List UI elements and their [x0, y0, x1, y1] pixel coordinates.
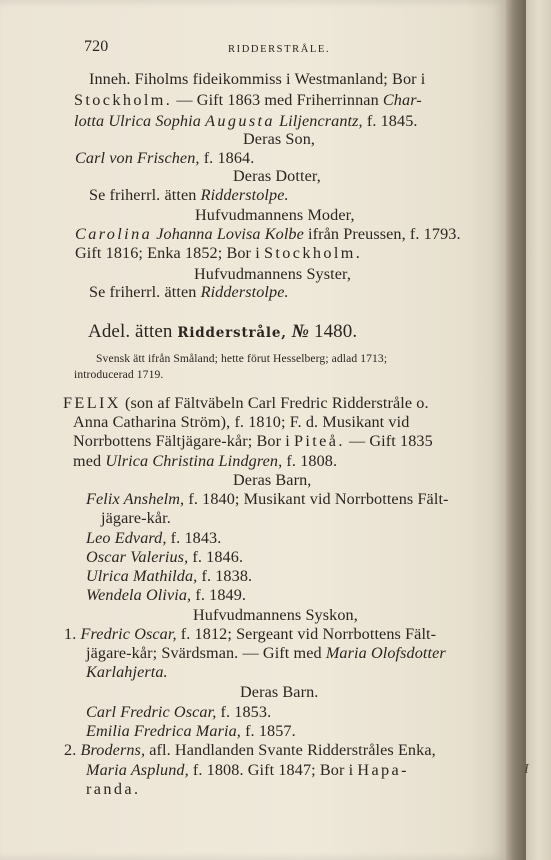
text-line: 2. Broderns, afl. Handlanden Svante Ridderstråles Enka, — [64, 741, 436, 759]
text-line: Deras Barn. — [240, 683, 319, 701]
text-line: Anna Catharina Ström), f. 1810; F. d. Musikant vid — [73, 413, 410, 431]
text-line: Karlahjerta. — [86, 663, 168, 681]
text-line: Deras Barn, — [233, 471, 312, 489]
text-line: Hufvudmannens Moder, — [195, 206, 355, 224]
text-line: Leo Edvard, f. 1843. — [86, 529, 222, 547]
text-line: jägare-kår. — [101, 509, 171, 527]
text-line: Se friherrl. ätten Ridderstolpe. — [89, 283, 289, 301]
text-line: Wendela Olivia, f. 1849. — [86, 586, 247, 604]
text-line: lotta Ulrica Sophia Augusta Liljencrantz, f. 1845. — [74, 112, 418, 130]
text-line: Carl Fredric Oscar, f. 1853. — [86, 703, 272, 721]
text-line: Norrbottens Fältjägare-kår; Bor i Piteå. — Gift 1835 — [73, 432, 433, 450]
text-line: jägare-kår; Svärdsman. — Gift med Maria Olofsdotter — [86, 644, 446, 662]
edge-mark: I — [524, 762, 529, 777]
text-line: Maria Asplund, f. 1808. Gift 1847; Bor i Hapa- — [86, 761, 409, 779]
family-note: introducerad 1719. — [74, 368, 164, 381]
text-line: Se friherrl. ätten Ridderstolpe. — [89, 186, 289, 204]
book-gutter — [506, 0, 526, 860]
family-note: Svensk ätt ifrån Småland; hette förut Hesselberg; adlad 1713; — [96, 352, 388, 365]
text-line: 1. Fredric Oscar, f. 1812; Sergeant vid Norrbottens Fält- — [64, 625, 437, 643]
text-line: FELIX (son af Fältväbeln Carl Fredric Ridderstråle o. — [63, 394, 429, 412]
text-line: Deras Dotter, — [233, 167, 321, 185]
next-page-edge — [526, 0, 551, 860]
text-line: randa. — [86, 780, 141, 798]
text-line: Oscar Valerius, f. 1846. — [86, 548, 244, 566]
text-line: Deras Son, — [243, 130, 316, 148]
text-line: Inneh. Fiholms fideikommiss i Westmanland; Bor i — [89, 70, 426, 88]
text-line: Stockholm. — Gift 1863 med Friherrinnan Char- — [74, 91, 422, 109]
family-heading: Adel. ätten Ridderstråle, № 1480. — [88, 321, 358, 342]
text-line: med Ulrica Christina Lindgren, f. 1808. — [73, 452, 338, 470]
text-line: Hufvudmannens Syster, — [194, 265, 352, 283]
text-line: Gift 1816; Enka 1852; Bor i Stockholm. — [75, 244, 363, 262]
text-line: Emilia Fredrica Maria, f. 1857. — [86, 722, 296, 740]
text-line: Carl von Frischen, f. 1864. — [75, 149, 255, 167]
page-number: 720 — [84, 38, 109, 55]
running-title: RIDDERSTRÅLE. — [228, 44, 331, 55]
text-line: Carolina Johanna Lovisa Kolbe ifrån Preussen, f. 1793. — [75, 225, 461, 243]
text-line: Ulrica Mathilda, f. 1838. — [86, 567, 253, 585]
text-line: Hufvudmannens Syskon, — [193, 606, 358, 624]
text-line: Felix Anshelm, f. 1840; Musikant vid Norrbottens Fält- — [86, 490, 449, 508]
